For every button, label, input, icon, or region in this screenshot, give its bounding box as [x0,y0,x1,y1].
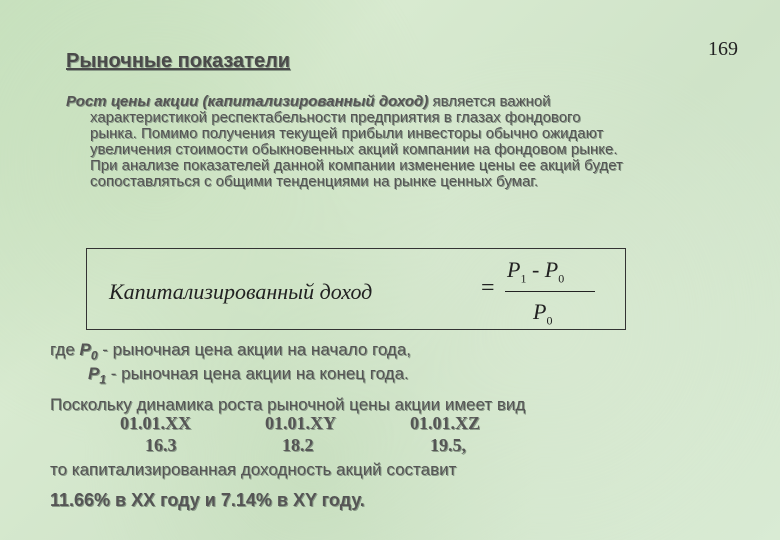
formula-equals: = [481,275,495,301]
formula-numerator: $P_1 - P_0$ [507,257,565,286]
intro-line: увеличения стоимости обыкновенных акций компании на фондовом рынке. [90,141,618,158]
intro-term: Рост цены акции (капитализированный доход) [66,93,429,110]
formula-label: Капитализированный доход [109,279,373,304]
conclusion-line-2: 11.66% в XX году и 7.14% в XY году. [50,490,365,510]
where-p1-line: $P_1$ - рыночная цена акции на конец года. [88,364,409,387]
conclusion-line-1: то капитализированная доходность акций составит [50,460,457,479]
date-cell: 01.01.XX [120,413,191,433]
slide-title: Рыночные показатели [66,50,291,72]
intro-line: рынка. Помимо получения текущей прибыли инвесторы обычно ожидают [90,125,604,142]
value-cell: 16.3 [145,435,177,455]
where-p0-line: где $P_0$ - рыночная цена акции на начало года, [50,340,412,363]
intro-line: При анализе показателей данной компании изменение цены ее акций будет [90,157,623,174]
intro-line: сопоставляться с общими тенденциями на рынке ценных бумаг. [90,173,539,190]
intro-line: характеристикой респектабельности предприятия в глазах фондового [90,109,581,126]
intro-paragraph [66,94,716,190]
fraction-bar [505,291,595,292]
page-number: 169 [708,38,738,60]
value-cell: 18.2 [282,435,314,455]
dynamics-text: Поскольку динамика роста рыночной цены акции имеет вид [50,395,526,414]
date-cell: 01.01.XZ [410,413,481,433]
value-cell: 19.5, [430,435,466,455]
formula-denominator: $P_0$ [533,299,553,328]
date-cell: 01.01.XY [265,413,336,433]
formula-box [86,248,626,330]
intro-rest: является важной [428,93,551,110]
